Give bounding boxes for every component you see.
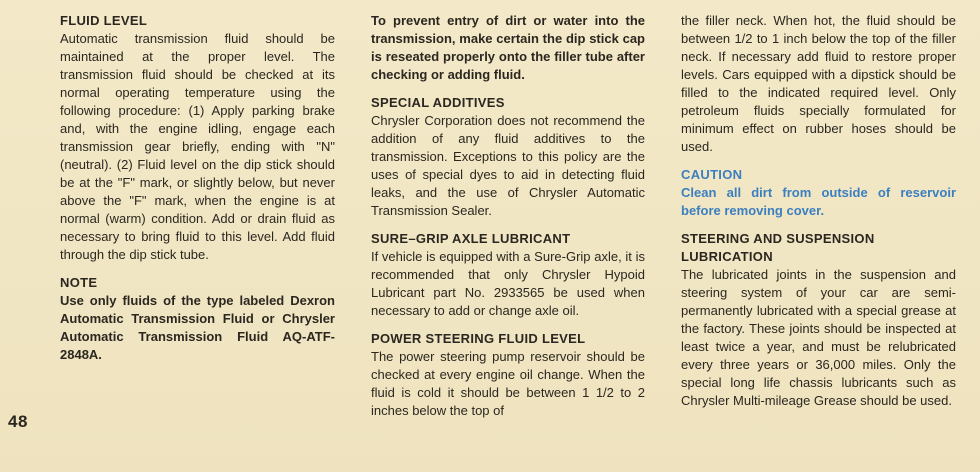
caution-heading: CAUTION: [681, 167, 743, 182]
page-number: 48: [8, 412, 28, 431]
note-text: Use only fluids of the type labeled Dexron Automatic Transmission Fluid or Chrysler Automatic Transmission Fluid AQ-ATF-2848A.: [60, 293, 335, 362]
column-middle: [371, 12, 645, 420]
sure-grip-text: If vehicle is equipped with a Sure-Grip axle, it is recommended that only Chrysler Hypoid Lubricant part No. 2933565 be used when necessary to add or change axle oil.: [371, 249, 645, 318]
special-additives-heading: SPECIAL ADDITIVES: [371, 95, 505, 110]
fluid-level-heading: FLUID LEVEL: [60, 13, 148, 28]
note-heading: NOTE: [60, 275, 98, 290]
power-steering-heading: POWER STEERING FLUID LEVEL: [371, 331, 586, 346]
column-left: [60, 12, 335, 364]
steering-suspension-heading: STEERING AND SUSPENSION LUBRICATION: [681, 231, 875, 264]
steering-suspension-text: The lubricated joints in the suspension and steering system of your car are semi-permanently lubricated with a special grease at the factory. These joints should be inspected at least twice a year, and must be relubricated every three years or 36,000 miles. Only the special long life chassis lubricants such as Chrysler Multi-mileage Grease should be used.: [681, 267, 956, 408]
caution-text: Clean all dirt from outside of reservoir before removing cover.: [681, 185, 956, 218]
power-steering-continued-text: the filler neck. When hot, the fluid should be between 1/2 to 1 inch below the top of the filler neck. If necessary add fluid to restore proper levels. Cars equipped with a dipstick should be filled to the indicated required level. Only petroleum fluids specially formulated for minimum effect on rubber hoses should be used.: [681, 13, 956, 154]
fluid-level-text: Automatic transmission fluid should be maintained at the proper level. The transmission fluid should be checked at its normal operating temperature using the following procedure: (1) Apply parking brake and, with the engine idling, engage each transmission gear briefly, ending with "N" (neutral). (2) Fluid level on the dip stick should be at the "F" mark, or slightly below, but never above the "F" mark, when the engine is at normal (warm) condition. Add or drain fluid as necessary to bring fluid to this level. Add fluid through the dip stick tube.: [60, 31, 335, 262]
column-right: [681, 12, 956, 410]
special-additives-text: Chrysler Corporation does not recommend the addition of any fluid additives to the transmission. Exceptions to this policy are the uses of special dyes to aid in detecting fluid leaks, and the use of Chrysler Automatic Transmission Sealer.: [371, 113, 645, 218]
dipstick-cap-instruction: To prevent entry of dirt or water into the transmission, make certain the dip stick cap is reseated properly onto the filler tube after checking or adding fluid.: [371, 13, 645, 82]
power-steering-text: The power steering pump reservoir should be checked at every engine oil change. When the fluid is cold it should be between 1 1/2 to 2 inches below the top of: [371, 349, 645, 418]
sure-grip-heading: SURE–GRIP AXLE LUBRICANT: [371, 231, 571, 246]
